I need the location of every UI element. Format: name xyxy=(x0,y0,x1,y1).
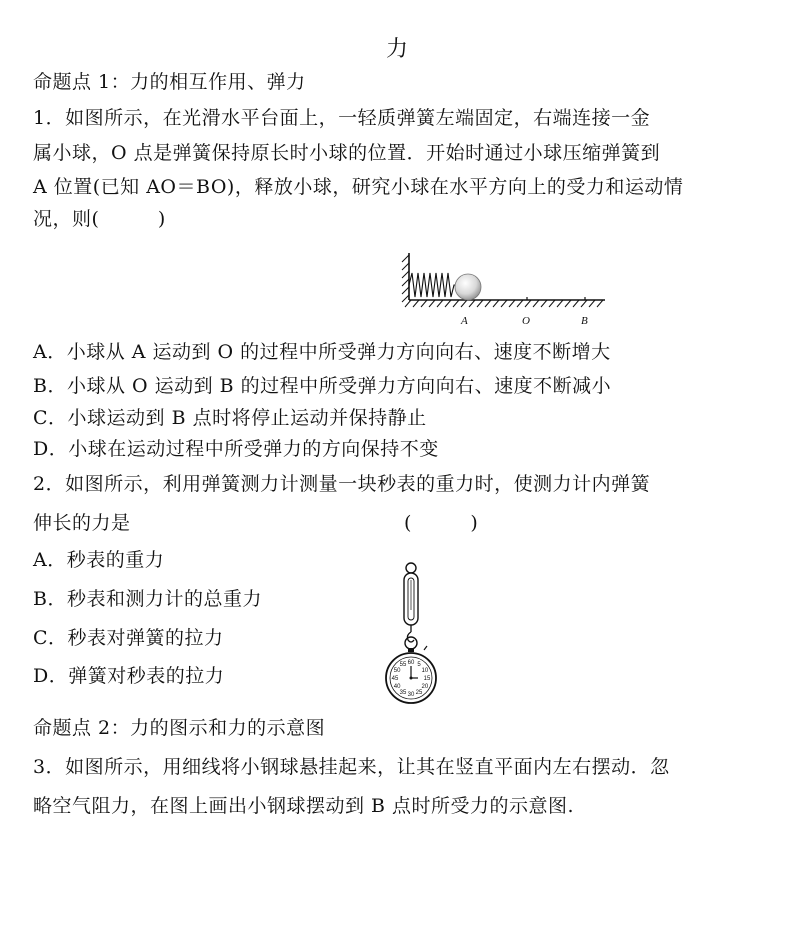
question-1-line-1: 1．如图所示，在光滑水平台面上，一轻质弹簧左端固定，右端连接一金 xyxy=(33,107,651,129)
stopwatch-number: 15 xyxy=(423,676,431,682)
question-3-line-1: 3．如图所示，用细线将小钢球悬挂起来，让其在竖直平面内左右摆动．忽 xyxy=(33,756,670,778)
section-heading-2: 命题点 2：力的图示和力的示意图 xyxy=(33,717,326,739)
question-1-line-4: 况，则( ) xyxy=(33,208,166,230)
stopwatch-number: 55 xyxy=(399,662,407,669)
section-heading-1: 命题点 1：力的相互作用、弹力 xyxy=(33,71,306,93)
page-title: 力 xyxy=(385,37,408,62)
stopwatch-number: 20 xyxy=(421,684,429,690)
stopwatch-number: 35 xyxy=(399,689,407,696)
question-1-line-3: A 位置(已知 AO＝BO)，释放小球，研究小球在水平方向上的受力和运动情 xyxy=(33,176,684,198)
stopwatch-number: 60 xyxy=(407,660,415,666)
spring xyxy=(409,273,457,297)
question-1-option-b: B．小球从 O 运动到 B 的过程中所受弹力方向向右、速度不断减小 xyxy=(33,375,612,397)
question-2-line-2: 伸长的力是 xyxy=(33,512,131,534)
label-a: A xyxy=(461,315,468,327)
spring-scale-stopwatch-figure xyxy=(380,560,442,708)
ball xyxy=(455,274,481,300)
question-2-option-d: D．弹簧对秒表的拉力 xyxy=(33,665,225,687)
stopwatch-number: 40 xyxy=(393,684,401,690)
stopwatch-number: 5 xyxy=(417,662,421,669)
question-3-line-2: 略空气阻力，在图上画出小钢球摆动到 B 点时所受力的示意图. xyxy=(33,795,575,817)
label-b: B xyxy=(581,315,588,327)
question-2-option-c: C．秒表对弹簧的拉力 xyxy=(33,627,224,649)
stopwatch-number: 10 xyxy=(421,668,429,674)
question-2-option-a: A．秒表的重力 xyxy=(33,549,165,571)
question-1-option-d: D．小球在运动过程中所受弹力的方向保持不变 xyxy=(33,438,439,460)
question-1-line-2: 属小球，O 点是弹簧保持原长时小球的位置．开始时通过小球压缩弹簧到 xyxy=(33,142,661,164)
stopwatch-number: 25 xyxy=(415,689,423,696)
question-2-option-b: B．秒表和测力计的总重力 xyxy=(33,588,262,610)
question-1-option-c: C．小球运动到 B 点时将停止运动并保持静止 xyxy=(33,407,427,429)
stopwatch-number: 30 xyxy=(407,692,415,698)
label-o: O xyxy=(522,315,530,327)
spring-ball-figure xyxy=(395,245,615,330)
stopwatch-number: 45 xyxy=(391,676,399,682)
question-2-line-1: 2．如图所示，利用弹簧测力计测量一块秒表的重力时，使测力计内弹簧 xyxy=(33,473,651,495)
stopwatch-number: 50 xyxy=(393,668,401,674)
question-1-option-a: A．小球从 A 运动到 O 的过程中所受弹力方向向右、速度不断增大 xyxy=(33,341,611,363)
question-2-answer-blank: ( ) xyxy=(404,512,479,534)
